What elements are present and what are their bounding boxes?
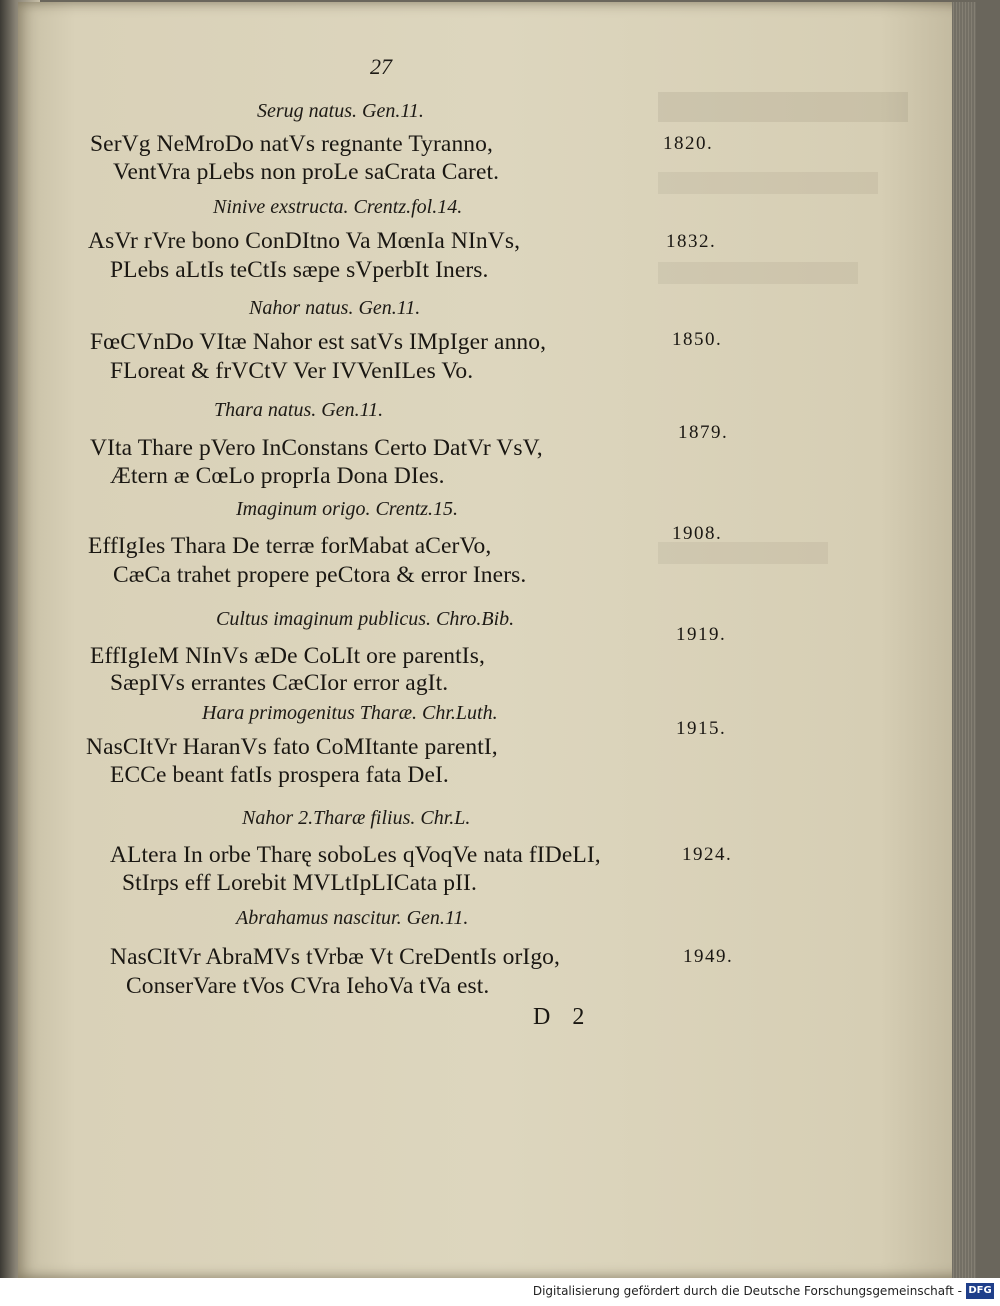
footer-credit: Digitalisierung gefördert durch die Deutsche Forschungsgemeinschaft - <box>532 1284 962 1298</box>
verse-line: NasCItVr HaranVs fato CoMItante parentI, <box>86 734 498 760</box>
year-marker: 1919. <box>676 624 727 645</box>
year-marker: 1924. <box>682 844 733 865</box>
verse-line: EffIgIeM NInVs æDe CoLIt ore parentIs, <box>90 643 485 669</box>
verse-line: CæCa trahet propere peCtora & error Iners. <box>113 562 527 588</box>
entry-heading: Ninive exstructa. Crentz.fol.14. <box>213 196 463 218</box>
verse-line: VentVra pLebs non proLe saCrata Caret. <box>113 159 500 185</box>
page-number: 27 <box>370 54 392 79</box>
year-marker: 1949. <box>683 946 734 967</box>
bleed-through-mark <box>658 542 828 564</box>
year-marker: 1879. <box>678 422 729 443</box>
year-marker: 1850. <box>672 329 723 350</box>
entry-heading: Abrahamus nascitur. Gen.11. <box>236 907 469 929</box>
digitization-footer <box>0 1278 1000 1306</box>
verse-line: ConserVare tVos CVra IehoVa tVa est. <box>126 973 490 999</box>
verse-line: StIrps eff Lorebit MVLtIpLICata pII. <box>122 870 477 896</box>
entry-heading: Serug natus. Gen.11. <box>257 100 424 122</box>
book-page <box>18 2 976 1278</box>
verse-line: PLebs aLtIs teCtIs sæpe sVperbIt Iners. <box>110 257 489 283</box>
printer-signature: D 2 <box>533 1004 593 1030</box>
year-marker: 1820. <box>663 133 714 154</box>
entry-heading: Nahor natus. Gen.11. <box>249 297 421 319</box>
verse-line: VIta Thare pVero InConstans Certo DatVr VsV, <box>90 435 543 461</box>
year-marker: 1832. <box>666 231 717 252</box>
year-marker: 1908. <box>672 523 723 544</box>
verse-line: SerVg NeMroDo natVs regnante Tyranno, <box>90 131 493 157</box>
verse-line: FLoreat & frVCtV Ver IVVenILes Vo. <box>110 358 474 384</box>
entry-heading: Nahor 2.Tharæ filius. Chr.L. <box>242 807 471 829</box>
verse-line: FœCVnDo VItæ Nahor est satVs IMpIger anno, <box>90 329 547 355</box>
verse-line: EffIgIes Thara De terræ forMabat aCerVo, <box>88 533 492 559</box>
entry-heading: Hara primogenitus Tharæ. Chr.Luth. <box>202 702 498 724</box>
verse-line: ALtera In orbe Tharę soboLes qVoqVe nata fIDeLI, <box>110 842 601 868</box>
verse-line: AsVr rVre bono ConDItno Va MœnIa NInVs, <box>88 228 521 254</box>
verse-line: ECCe beant fatIs prospera fata DeI. <box>110 762 449 788</box>
dfg-logo-icon: DFG <box>966 1283 994 1299</box>
entry-heading: Cultus imaginum publicus. Chro.Bib. <box>216 608 515 630</box>
verse-line: NasCItVr AbraMVs tVrbæ Vt CreDentIs orIgo, <box>110 944 560 970</box>
year-marker: 1915. <box>676 718 727 739</box>
entry-heading: Thara natus. Gen.11. <box>214 399 384 421</box>
verse-line: Ætern æ CœLo proprIa Dona DIes. <box>110 463 445 489</box>
page-edges <box>952 2 976 1282</box>
verse-line: SæpIVs errantes CæCIor error agIt. <box>110 670 449 696</box>
bleed-through-mark <box>658 172 878 194</box>
bleed-through-mark <box>658 92 908 122</box>
bleed-through-mark <box>658 262 858 284</box>
entry-heading: Imaginum origo. Crentz.15. <box>236 498 459 520</box>
